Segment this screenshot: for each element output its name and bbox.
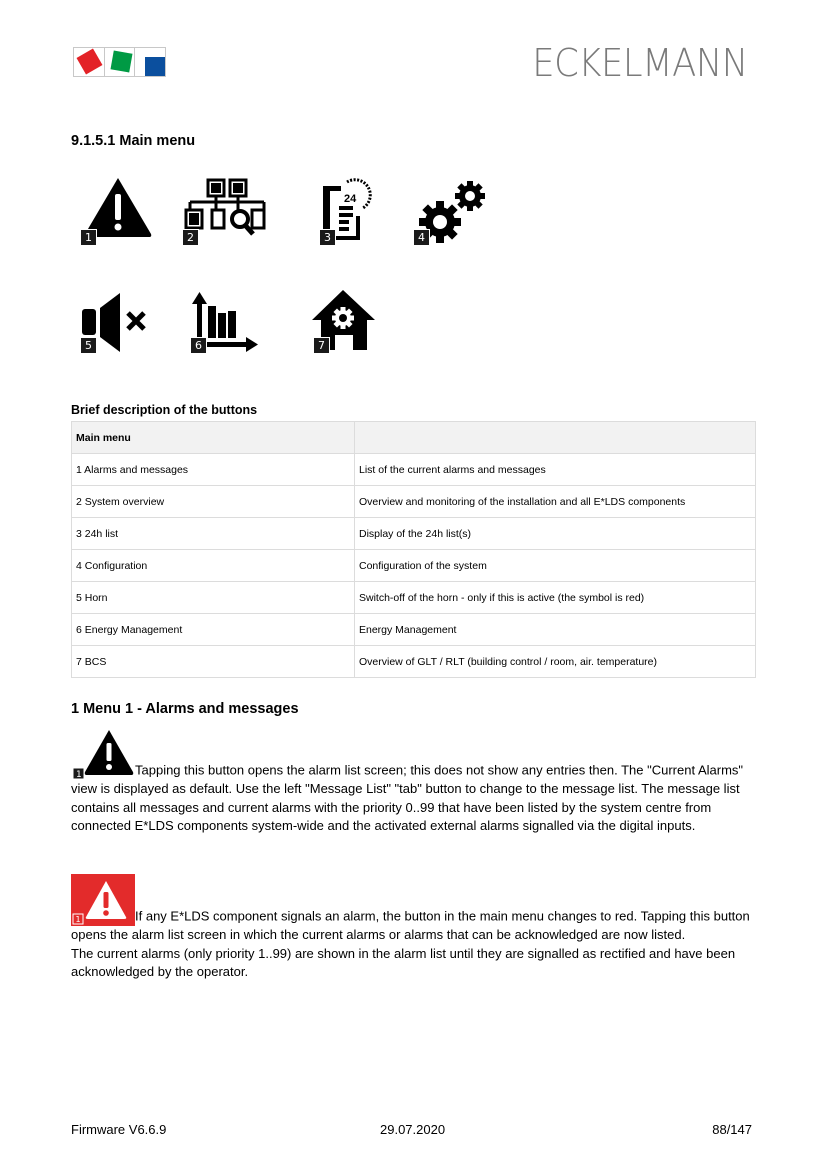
footer-firmware: Firmware V6.6.9 bbox=[71, 1122, 167, 1137]
icon-number-badge: 3 bbox=[319, 229, 336, 246]
brand-logo-text: ECKELMANN bbox=[532, 41, 748, 85]
icon-number-badge: 7 bbox=[313, 337, 330, 354]
icon-number-badge: 1 bbox=[80, 229, 97, 246]
red-square-icon bbox=[77, 49, 103, 75]
table-row bbox=[72, 486, 756, 518]
main-menu-table bbox=[71, 421, 756, 678]
horn-mute-icon bbox=[72, 280, 162, 360]
table-row bbox=[72, 646, 756, 678]
table-row bbox=[72, 614, 756, 646]
configuration-gears-icon bbox=[410, 172, 500, 252]
table-row bbox=[72, 582, 756, 614]
menu1-paragraph-1 bbox=[71, 728, 761, 836]
table-cell: 3 24h list bbox=[72, 518, 355, 550]
table-cell: 5 Horn bbox=[72, 582, 355, 614]
table-cell: 6 Energy Management bbox=[72, 614, 355, 646]
brief-description-title: Brief description of the buttons bbox=[71, 403, 258, 417]
table-cell: Energy Management bbox=[355, 614, 756, 646]
table-header-cell: Main menu bbox=[72, 422, 355, 454]
icon-number-badge: 5 bbox=[80, 337, 97, 354]
table-cell: Switch-off of the horn - only if this is active (the symbol is red) bbox=[355, 582, 756, 614]
alarm-warning-icon bbox=[72, 172, 162, 252]
table-header-row bbox=[72, 422, 756, 454]
blue-square-icon bbox=[145, 57, 165, 76]
table-row bbox=[72, 454, 756, 486]
company-logo-squares bbox=[73, 47, 166, 77]
menu1-heading: 1 Menu 1 - Alarms and messages bbox=[71, 701, 299, 717]
table-cell: 7 BCS bbox=[72, 646, 355, 678]
icon-number-badge: 6 bbox=[190, 337, 207, 354]
system-overview-icon bbox=[180, 172, 270, 252]
svg-text:1: 1 bbox=[75, 915, 81, 924]
svg-text:24: 24 bbox=[344, 193, 357, 205]
icon-number-badge: 2 bbox=[182, 229, 199, 246]
alarm-active-red-icon bbox=[71, 874, 135, 926]
green-square-icon bbox=[110, 50, 132, 72]
energy-management-icon bbox=[180, 280, 270, 360]
table-cell: Configuration of the system bbox=[355, 550, 756, 582]
table-cell: List of the current alarms and messages bbox=[355, 454, 756, 486]
table-cell: 1 Alarms and messages bbox=[72, 454, 355, 486]
icon-number-badge: 4 bbox=[413, 229, 430, 246]
table-cell: Display of the 24h list(s) bbox=[355, 518, 756, 550]
svg-text:1: 1 bbox=[76, 770, 82, 780]
table-cell: 4 Configuration bbox=[72, 550, 355, 582]
menu1-paragraph-2 bbox=[71, 874, 761, 982]
table-cell: Overview of GLT / RLT (building control / room, air. temperature) bbox=[355, 646, 756, 678]
footer-date: 29.07.2020 bbox=[380, 1122, 446, 1137]
paragraph-text: Tapping this button opens the alarm list screen; this does not show any entries then. The "Current Alarms" view is displayed as default. Use the left "Message List" "tab" button to change to the message list. The message list contains all messages and current alarms with the priority 0..99 that have been listed by the system centre from connected E*LDS components system-wide and the activated external alarms signalled via the digital inputs. bbox=[71, 762, 744, 833]
table-header-cell bbox=[355, 422, 756, 454]
alarm-warning-icon bbox=[71, 728, 135, 780]
footer-page-number: 88/147 bbox=[712, 1122, 752, 1137]
section-title: 9.1.5.1 Main menu bbox=[71, 133, 196, 149]
bcs-house-icon bbox=[305, 280, 395, 360]
paragraph-text: The current alarms (only priority 1..99) are shown in the alarm list until they are signalled as rectified and have been acknowledged by the operator. bbox=[71, 945, 736, 979]
table-row bbox=[72, 518, 756, 550]
list-24h-icon bbox=[305, 172, 395, 252]
table-cell: 2 System overview bbox=[72, 486, 355, 518]
paragraph-text: If any E*LDS component signals an alarm, the button in the main menu changes to red. Tapping this button opens the alarm list screen in which the current alarms or alarms that can be acknowledged are now listed. bbox=[71, 908, 750, 942]
table-cell: Overview and monitoring of the installation and all E*LDS components bbox=[355, 486, 756, 518]
table-row bbox=[72, 550, 756, 582]
